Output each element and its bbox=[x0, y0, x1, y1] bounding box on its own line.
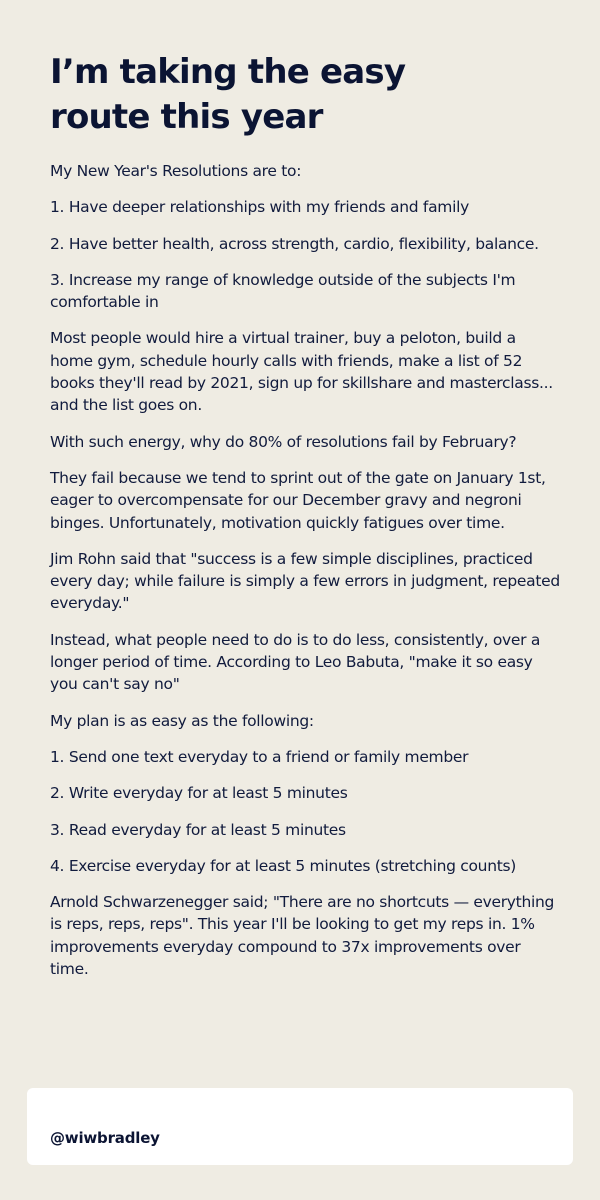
resolution-item-3: 3. Increase my range of knowledge outside of the subjects I'm comfortable in bbox=[50, 270, 516, 312]
resolution-item-1: 1. Have deeper relationships with my friends and family bbox=[50, 198, 469, 217]
paragraph-instead: Instead, what people need to do is to do less, consistently, over a longer period of time. According to Leo Babuta, "make it so easy you can't say no" bbox=[50, 630, 541, 694]
quote-jim-rohn: Jim Rohn said that "success is a few simple disciplines, practiced every day; while failure is simply a few errors in judgment, repeated everyday." bbox=[50, 549, 560, 613]
plan-item-2: 2. Write everyday for at least 5 minutes bbox=[50, 784, 348, 803]
footer-card bbox=[27, 1088, 573, 1165]
paragraph-intro: My New Year's Resolutions are to: bbox=[50, 162, 302, 180]
plan-item-1: 1. Send one text everyday to a friend or family member bbox=[50, 747, 469, 766]
article-body bbox=[50, 160, 560, 994]
article-title bbox=[50, 50, 570, 140]
author-handle[interactable]: @wiwbradley bbox=[50, 1129, 160, 1147]
paragraph-they-fail: They fail because we tend to sprint out of the gate on January 1st, eager to overcompensate for our December gravy and negroni binges. Unfortunately, motivation quickly fatigues over time. bbox=[50, 468, 546, 532]
plan-item-3: 3. Read everyday for at least 5 minutes bbox=[50, 820, 346, 839]
paragraph-plan-intro: My plan is as easy as the following: bbox=[50, 711, 314, 730]
title-line-1: I’m taking the easy bbox=[50, 52, 406, 92]
title-line-2: route this year bbox=[50, 97, 323, 137]
paragraph-most-people: Most people would hire a virtual trainer, buy a peloton, build a home gym, schedule hourly calls with friends, make a list of 52 books they'll read by 2021, sign up for skillshare and masterclass... and the list goes on. bbox=[50, 329, 553, 415]
paragraph-why-fail: With such energy, why do 80% of resolutions fail by February? bbox=[50, 432, 517, 451]
quote-arnold: Arnold Schwarzenegger said; "There are no shortcuts — everything is reps, reps, reps". This year I'll be looking to get my reps in. 1% improvements everyday compound to 37x improvements over time. bbox=[50, 893, 555, 979]
plan-item-4: 4. Exercise everyday for at least 5 minutes (stretching counts) bbox=[50, 856, 517, 875]
resolution-item-2: 2. Have better health, across strength, cardio, flexibility, balance. bbox=[50, 234, 539, 253]
